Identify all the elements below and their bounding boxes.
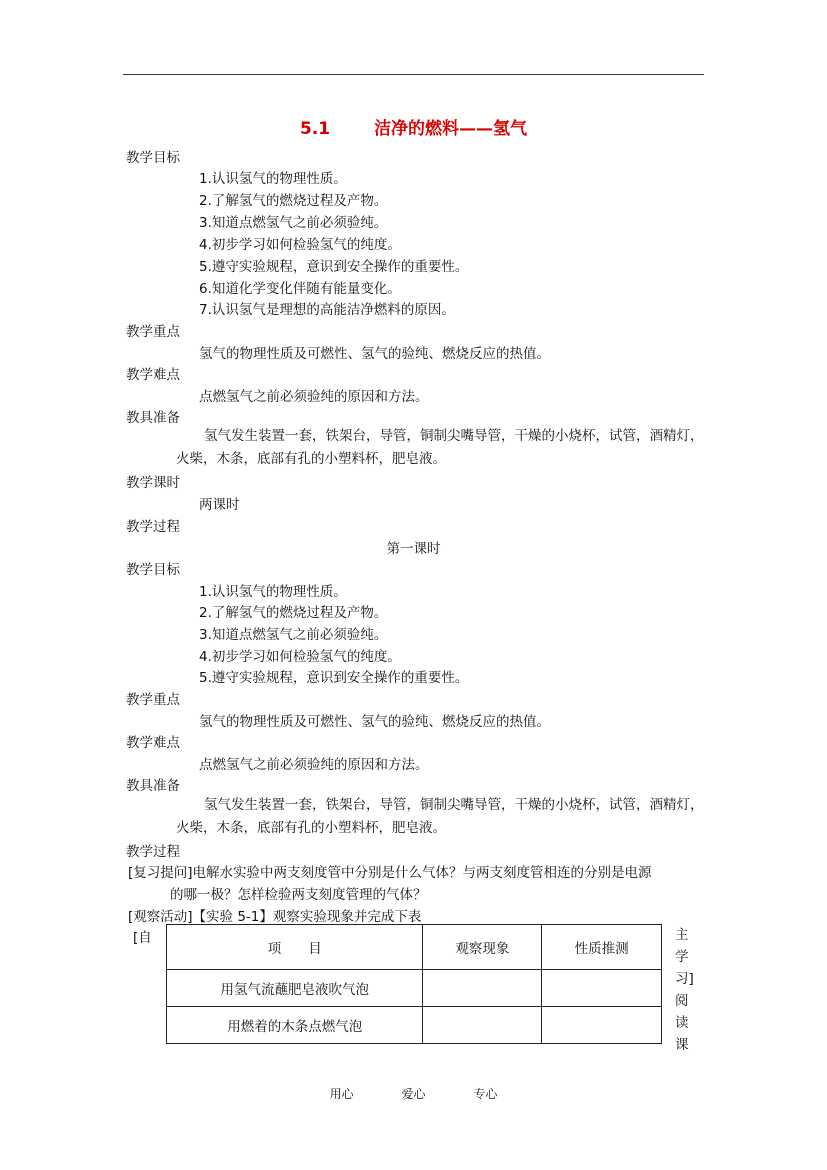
key-text: 氢气的物理性质及可燃性、氢气的验纯、燃烧反应的热值。	[199, 346, 550, 362]
difficult-heading: 教学难点	[126, 367, 180, 383]
side-note-left: [自	[133, 930, 152, 946]
goal-item: 4.初步学习如何检验氢气的纯度。	[199, 649, 401, 665]
footer-word: 专心	[473, 1087, 498, 1101]
table-row	[167, 1007, 662, 1044]
table-cell	[423, 970, 542, 1007]
tools-text: 氢气发生装置一套，铁架台，导管，铜制尖嘴导管，干燥的小烧杯，试管，酒精灯，火柴，木条，底部有孔的小塑料杯，肥皂液。	[176, 428, 704, 467]
key-heading: 教学重点	[126, 324, 180, 340]
difficult-heading: 教学难点	[126, 735, 180, 751]
observation-table	[166, 924, 662, 1044]
observe-activity: [观察活动]【实验 5-1】观察实验现象并完成下表	[128, 909, 422, 925]
table-row	[167, 970, 662, 1007]
page-title	[0, 114, 827, 139]
side-char: 课	[675, 1037, 689, 1053]
process-heading: 教学过程	[126, 844, 180, 860]
key-heading: 教学重点	[126, 692, 180, 708]
goal-item: 5.遵守实验规程，意识到安全操作的重要性。	[199, 670, 469, 686]
table-header-cell: 项 目	[167, 925, 423, 970]
tools-text: 氢气发生装置一套，铁架台，导管，铜制尖嘴导管，干燥的小烧杯，试管，酒精灯，火柴，木条，底部有孔的小塑料杯，肥皂液。	[176, 797, 704, 836]
hours-text: 两课时	[199, 497, 240, 513]
tools-heading: 教具准备	[126, 778, 180, 794]
goals-heading: 教学目标	[126, 150, 180, 166]
lesson-subtitle: 第一课时	[386, 541, 441, 557]
footer-word: 用心	[329, 1087, 354, 1101]
table-cell: 用氢气流蘸肥皂液吹气泡	[167, 970, 423, 1007]
table-cell	[542, 1007, 662, 1044]
title-number: 5.1	[299, 119, 331, 139]
hours-heading: 教学课时	[126, 475, 180, 491]
review-question-cont: 的哪一极？怎样检验两支刻度管理的气体？	[170, 887, 427, 903]
goal-item: 4.初步学习如何检验氢气的纯度。	[199, 237, 401, 253]
goals-heading: 教学目标	[126, 562, 180, 578]
side-char: 读	[675, 1015, 689, 1031]
table-header-cell: 性质推测	[542, 925, 662, 970]
table-header-row	[167, 925, 662, 970]
goal-item: 6.知道化学变化伴随有能量变化。	[199, 281, 401, 297]
table-cell	[542, 970, 662, 1007]
header-rule	[123, 74, 704, 75]
goal-item: 5.遵守实验规程，意识到安全操作的重要性。	[199, 259, 469, 275]
goal-item: 3.知道点燃氢气之前必须验纯。	[199, 627, 388, 643]
table-cell	[423, 1007, 542, 1044]
footer-word: 爱心	[401, 1087, 426, 1101]
page-footer	[0, 1085, 827, 1102]
side-note-right	[675, 924, 697, 1056]
title-text: 洁净的燃料——氢气	[374, 119, 528, 139]
goal-item: 7.认识氢气是理想的高能洁净燃料的原因。	[199, 302, 455, 318]
review-question: [复习提问]电解水实验中两支刻度管中分别是什么气体？与两支刻度管相连的分别是电源	[128, 865, 652, 881]
side-char: 阅	[675, 993, 689, 1009]
side-char: 主	[675, 927, 689, 943]
side-char: 学	[675, 949, 689, 965]
process-heading: 教学过程	[126, 519, 180, 535]
table-header-cell: 观察现象	[423, 925, 542, 970]
goal-item: 1.认识氢气的物理性质。	[199, 171, 347, 187]
goal-item: 2.了解氢气的燃烧过程及产物。	[199, 605, 388, 621]
table-cell: 用燃着的木条点燃气泡	[167, 1007, 423, 1044]
key-text: 氢气的物理性质及可燃性、氢气的验纯、燃烧反应的热值。	[199, 714, 550, 730]
tools-heading: 教具准备	[126, 410, 180, 426]
difficult-text: 点燃氢气之前必须验纯的原因和方法。	[199, 389, 429, 405]
goal-item: 2.了解氢气的燃烧过程及产物。	[199, 193, 388, 209]
side-char: 习]	[675, 971, 694, 987]
difficult-text: 点燃氢气之前必须验纯的原因和方法。	[199, 757, 429, 773]
goal-item: 1.认识氢气的物理性质。	[199, 584, 347, 600]
goal-item: 3.知道点燃氢气之前必须验纯。	[199, 215, 388, 231]
